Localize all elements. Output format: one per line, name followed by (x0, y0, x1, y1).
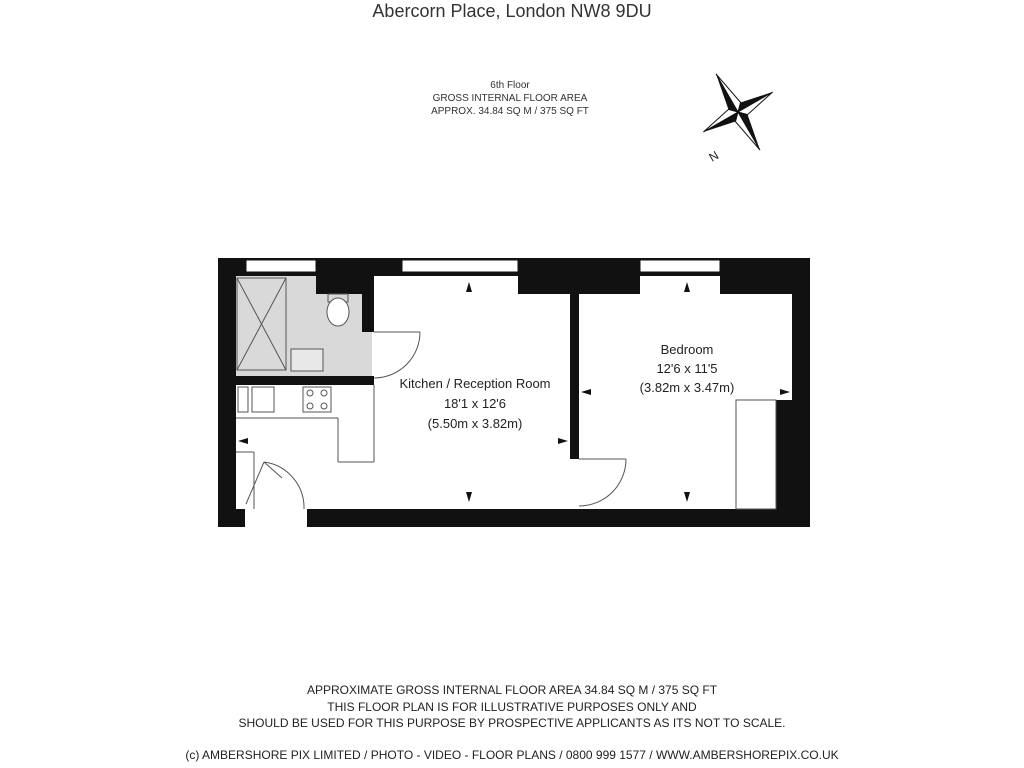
bedroom-room-imperial: 12'6 x 11'5 (656, 361, 718, 376)
floor-level-label: 6th Floor (490, 80, 530, 91)
page-title: Abercorn Place, London NW8 9DU (372, 1, 652, 21)
floor-area-value: APPROX. 34.84 SQ M / 375 SQ FT (431, 106, 589, 117)
bedroom-room-metric: (3.82m x 3.47m) (639, 380, 735, 395)
kitchen-room-metric: (5.50m x 3.82m) (427, 416, 523, 431)
kitchen-room-label (399, 376, 550, 431)
kitchen-room-name: Kitchen / Reception Room (399, 376, 551, 391)
entrance-opening (245, 509, 307, 527)
disclaimer-line-2: THIS FLOOR PLAN IS FOR ILLUSTRATIVE PURPOSES ONLY AND (327, 699, 697, 714)
bedroom-room-label (640, 342, 735, 395)
copyright-credit: (c) AMBERSHORE PIX LIMITED / PHOTO - VIDEO - FLOOR PLANS / 0800 999 1577 / WWW.AMBERSHOREPIX.CO.UK (185, 748, 839, 762)
disclaimer-line-1: APPROXIMATE GROSS INTERNAL FLOOR AREA 34.84 SQ M / 375 SQ FT (306, 683, 718, 697)
kitchen-room-imperial: 18'1 x 12'6 (443, 396, 507, 411)
compass-rose-icon (681, 54, 794, 170)
bedroom-room-name: Bedroom (660, 342, 714, 357)
disclaimer (0, 682, 1024, 732)
floor-area-heading: GROSS INTERNAL FLOOR AREA (432, 93, 588, 104)
disclaimer-line-3: SHOULD BE USED FOR THIS PURPOSE BY PROSPECTIVE APPLICANTS AS ITS NOT TO SCALE. (238, 716, 786, 730)
compass-north-label: N (706, 148, 722, 165)
